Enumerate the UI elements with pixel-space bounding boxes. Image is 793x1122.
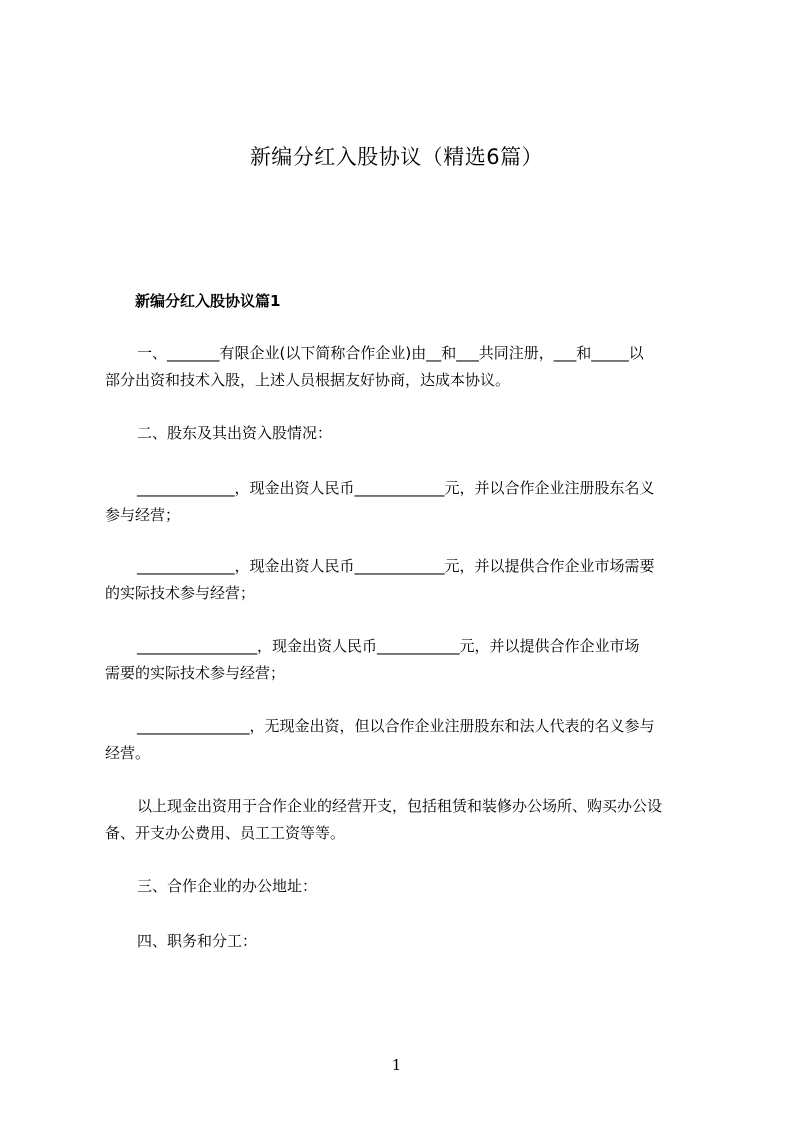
paragraph-shareholder-4 [105,713,703,767]
paragraph-line: 备、开支办公费用、员工工资等等。 [105,824,346,842]
paragraph-line: _____________，现金出资人民币____________元，并以合作企业注册股东名义 [137,479,655,497]
paragraph-shareholder-2 [105,553,703,607]
paragraph-line: 经营。 [105,744,151,762]
paragraph-line: 三、合作企业的办公地址： [137,877,318,895]
section-heading: 新编分红入股协议篇1 [135,292,281,310]
paragraph-line: 四、职务和分工： [137,932,258,950]
paragraph-line: 以上现金出资用于合作企业的经营开支，包括租赁和装修办公场所、购买办公设 [137,797,663,815]
paragraph-office-address [105,873,703,900]
paragraph-line: 部分出资和技术入股，上述人员根据友好协商，达成本协议。 [105,371,511,389]
paragraph-line: 参与经营； [105,506,181,524]
paragraph-line: 二、股东及其出资入股情况： [137,424,333,442]
paragraph-line: _______________，无现金出资，但以合作企业注册股东和法人代表的名义参与 [137,717,655,735]
paragraph-capital-usage [105,793,703,847]
paragraph-line: 需要的实际技术参与经营； [105,664,286,682]
document-title: 新编分红入股协议（精选6篇） [249,145,544,169]
paragraph-line: _____________，现金出资人民币____________元，并以提供合作企业市场需要 [137,557,655,575]
paragraph-intro [105,340,703,394]
paragraph-shareholders-heading [105,420,703,447]
paragraph-line: ________________，现金出资人民币___________元，并以提供合作企业市场 [137,637,640,655]
paragraph-duties [105,928,703,955]
paragraph-shareholder-3 [105,633,703,687]
paragraph-line: 一、_______有限企业(以下简称合作企业)由__和___共同注册，___和_____以 [137,344,644,362]
paragraph-line: 的实际技术参与经营； [105,584,256,602]
page-number: 1 [391,1056,402,1074]
paragraph-shareholder-1 [105,475,703,529]
